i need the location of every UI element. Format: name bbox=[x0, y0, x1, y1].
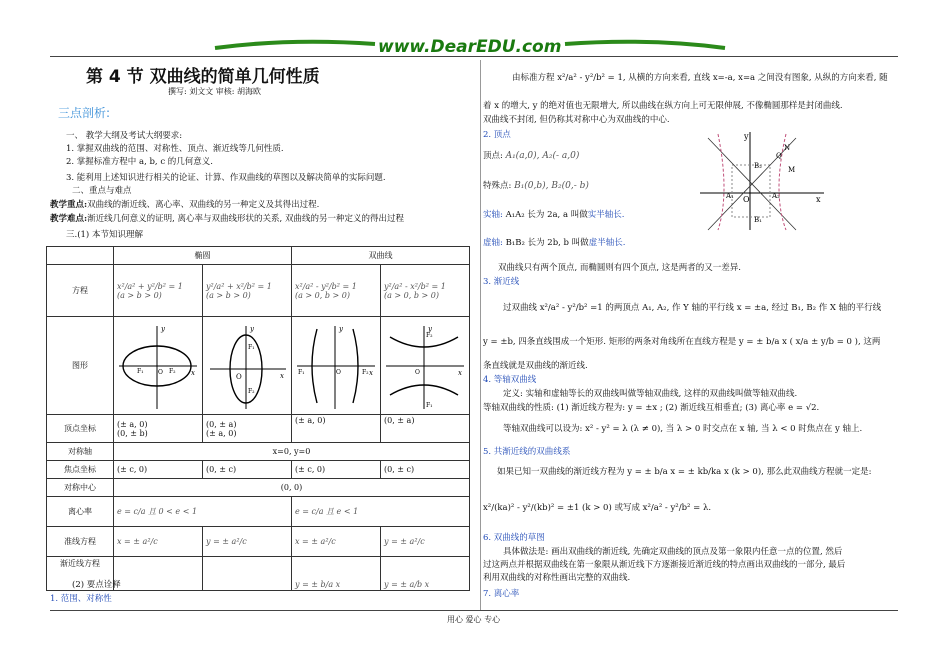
left-line-8: 三.(1) 本节知识理解 bbox=[66, 230, 143, 240]
center-value: (0, 0) bbox=[114, 479, 470, 497]
fig-q: Q bbox=[776, 152, 782, 160]
fig-y: y bbox=[744, 132, 749, 141]
right-p2: 着 x 的增大, y 的绝对值也无限增大, 所以曲线在纵方向上可无限伸展, 不像椭圆那样是封闭曲线. bbox=[483, 101, 843, 111]
svg-text:y: y bbox=[428, 324, 432, 333]
fig-m: M bbox=[788, 166, 796, 174]
vertex-value: A₁(a,0), A₂(- a,0) bbox=[505, 151, 580, 161]
right-p13: 具体做法是: 画出双曲线的渐近线, 先确定双曲线的顶点及第一象限内任意一点的位置, 然后 bbox=[503, 547, 843, 557]
eq-text: x²/a² + y²/b² = 1 bbox=[117, 281, 183, 291]
row-label-focus: 焦点坐标 bbox=[47, 461, 114, 479]
svg-text:y: y bbox=[161, 324, 165, 333]
eq-text: y²/a² - x²/b² = 1 bbox=[384, 281, 446, 291]
imag-axis-label: 虚轴: bbox=[483, 238, 503, 248]
svg-text:F₂: F₂ bbox=[248, 387, 255, 395]
vertex-hyper-x: (± a, 0) bbox=[292, 415, 381, 443]
vertex-row bbox=[483, 150, 579, 162]
footer-text: 用心 爱心 专心 bbox=[447, 615, 501, 624]
directrix-hyper-x: x = ± a²/c bbox=[292, 527, 381, 557]
vertex-a: (0, ± a) bbox=[206, 419, 237, 429]
table-corner bbox=[47, 247, 114, 265]
focus-ellipse-x: (± c, 0) bbox=[114, 461, 203, 479]
vertex-label: 顶点: bbox=[483, 151, 503, 161]
heading-eccentricity: 7. 离心率 bbox=[483, 589, 520, 599]
left-line-5: 二、重点与难点 bbox=[72, 186, 132, 196]
right-p15: 利用双曲线的对称性画出完整的双曲线. bbox=[483, 573, 631, 583]
equation-ellipse-y bbox=[203, 265, 292, 317]
asym-hyper-x: y = ± b/a x bbox=[292, 557, 381, 591]
fig-b2: B₂ bbox=[754, 162, 762, 170]
right-p9: 等轴双曲线的性质: (1) 渐近线方程为: y = ±x ; (2) 渐近线互相垂直; (3) 离心率 e = √2. bbox=[483, 403, 820, 413]
right-p6: y = ±b, 四条直线围成一个矩形. 矩形的两条对角线所在直线方程是 y = ± b/a x ( x/a ± y/b = 0 ), 这两 bbox=[483, 337, 881, 347]
left-line-1: 一、 教学大纲及考试大纲要求: bbox=[66, 131, 183, 141]
fig-x: x bbox=[816, 195, 821, 204]
right-p1: 由标准方程 x²/a² - y²/b² = 1, 从横的方向来看, 直线 x=-a, x=a 之间没有图象, 从纵的方向来看, 随 bbox=[512, 73, 888, 83]
right-p12: x²/(ka)² - y²/(kb)² = ±1 (k > 0) 或写成 x²/a² - y²/b² = λ. bbox=[483, 503, 712, 513]
fig-n: N bbox=[784, 144, 791, 152]
svg-text:F₁: F₁ bbox=[298, 368, 305, 376]
svg-text:x: x bbox=[280, 371, 284, 380]
equation-ellipse-x bbox=[114, 265, 203, 317]
vertex-b: (± a, 0) bbox=[206, 428, 237, 438]
eq-cond: (a > b > 0) bbox=[117, 290, 162, 300]
byline: 撰写: 刘文文 审核: 胡海欧 bbox=[168, 87, 262, 96]
real-axis-text: A₁A₂ 长为 2a, a 叫做 bbox=[505, 210, 588, 220]
eq-text: x²/a² - y²/b² = 1 bbox=[295, 281, 357, 291]
real-axis-term: 实半轴长. bbox=[587, 210, 625, 220]
figure-hyper-x bbox=[292, 317, 381, 415]
label-key-point: 教学重点: bbox=[50, 200, 88, 210]
focus-hyper-x: (± c, 0) bbox=[292, 461, 381, 479]
right-p4: 双曲线只有两个顶点, 而椭圆则有四个顶点, 这是两者的又一差异. bbox=[498, 263, 742, 273]
heading-asymptote-family: 5. 共渐近线的双曲线系 bbox=[483, 447, 571, 457]
ecc-hyperbola: e = c/a 且 e < 1 bbox=[292, 497, 470, 527]
vertex-ellipse-y bbox=[203, 415, 292, 443]
column-divider bbox=[480, 60, 481, 610]
directrix-hyper-y: y = ± a²/c bbox=[381, 527, 470, 557]
heading-equilateral: 4. 等轴双曲线 bbox=[483, 375, 537, 385]
fig-o: O bbox=[743, 195, 750, 204]
page-title: 第 4 节 双曲线的简单几何性质 bbox=[86, 67, 320, 87]
label-difficulty: 教学难点: bbox=[50, 214, 88, 224]
right-p5: 过双曲线 x²/a² - y²/b² =1 的两顶点 A₁, A₂, 作 Y 轴的平行线 x = ±a, 经过 B₁, B₂ 作 X 轴的平行线 bbox=[503, 303, 882, 313]
heading-vertex: 2. 顶点 bbox=[483, 130, 511, 140]
row-label-figure: 图形 bbox=[47, 317, 114, 415]
row-label-center: 对称中心 bbox=[47, 479, 114, 497]
asym-hyper-y: y = ± a/b x bbox=[381, 557, 470, 591]
svg-text:F₁: F₁ bbox=[426, 401, 433, 409]
heading-asymptote: 3. 渐近线 bbox=[483, 277, 520, 287]
svg-text:F₁: F₁ bbox=[137, 367, 144, 375]
brand-logo: www.DearEDU.com bbox=[378, 37, 562, 57]
real-axis-label: 实轴: bbox=[483, 210, 503, 220]
vertex-b: (0, ± b) bbox=[117, 428, 148, 438]
imag-axis-row bbox=[483, 237, 625, 249]
left-line-9: (2) 要点诠释 bbox=[72, 580, 121, 590]
eq-cond: (a > b > 0) bbox=[206, 290, 251, 300]
fig-b1: B₁ bbox=[754, 216, 762, 224]
svg-text:F₂: F₂ bbox=[169, 367, 176, 375]
imag-axis-term: 虚半轴长. bbox=[588, 238, 626, 248]
left-line-7 bbox=[50, 213, 404, 225]
svg-text:y: y bbox=[339, 324, 343, 333]
row-label-axis: 对称轴 bbox=[47, 443, 114, 461]
hyperbola-diagram bbox=[700, 130, 828, 232]
asym-empty-2 bbox=[203, 557, 292, 591]
special-row bbox=[483, 180, 589, 192]
comparison-table bbox=[46, 246, 470, 591]
right-p10: 等轴双曲线可以设为: x² - y² = λ (λ ≠ 0), 当 λ > 0 时交点在 x 轴, 当 λ < 0 时焦点在 y 轴上. bbox=[503, 424, 863, 434]
asym-empty-1 bbox=[114, 557, 203, 591]
ellipse-horizontal-graph bbox=[117, 321, 199, 411]
header-rule bbox=[50, 56, 898, 57]
left-line-6 bbox=[50, 199, 319, 211]
header-ellipse: 椭圆 bbox=[114, 247, 292, 265]
vertex-a: (± a, 0) bbox=[117, 419, 148, 429]
section-heading: 三点剖析: bbox=[58, 106, 111, 120]
special-value: B₁(0,b), B₂(0,- b) bbox=[514, 181, 589, 191]
row-label-asymptote: 渐近线方程 bbox=[47, 557, 114, 591]
equation-hyper-y bbox=[381, 265, 470, 317]
right-p3: 双曲线不封闭, 但仍称其对称中心为双曲线的中心. bbox=[483, 115, 670, 125]
svg-text:O: O bbox=[236, 372, 242, 381]
fig-a2: A₂ bbox=[772, 192, 780, 200]
svg-text:x: x bbox=[458, 368, 462, 377]
text-key-point: 双曲线的渐近线、离心率、双曲线的另一种定义及其得出过程. bbox=[87, 200, 320, 210]
row-label-eccentricity: 离心率 bbox=[47, 497, 114, 527]
figure-ellipse-y bbox=[203, 317, 292, 415]
row-label-directrix: 准线方程 bbox=[47, 527, 114, 557]
focus-ellipse-y: (0, ± c) bbox=[203, 461, 292, 479]
svg-text:O: O bbox=[336, 368, 341, 376]
svg-text:O: O bbox=[158, 368, 163, 376]
footer-rule bbox=[50, 610, 898, 611]
right-p7: 条直线就是双曲线的渐近线. bbox=[483, 361, 588, 371]
vertex-ellipse-x bbox=[114, 415, 203, 443]
vertex-hyper-y: (0, ± a) bbox=[381, 415, 470, 443]
row-label-vertex: 顶点坐标 bbox=[47, 415, 114, 443]
directrix-ellipse-y: y = ± a²/c bbox=[203, 527, 292, 557]
heading-sketch: 6. 双曲线的草图 bbox=[483, 533, 545, 543]
right-p8: 定义: 实轴和虚轴等长的双曲线叫做等轴双曲线, 这样的双曲线叫做等轴双曲线. bbox=[503, 389, 798, 399]
fig-a1: A₁ bbox=[726, 192, 734, 200]
svg-text:x: x bbox=[369, 368, 373, 377]
imag-axis-text: B₁B₂ 长为 2b, b 叫做 bbox=[505, 238, 589, 248]
special-label: 特殊点: bbox=[483, 181, 512, 191]
hyperbola-vertical-graph bbox=[384, 321, 466, 411]
figure-ellipse-x bbox=[114, 317, 203, 415]
eq-cond: (a > 0, b > 0) bbox=[384, 290, 439, 300]
equation-hyper-x bbox=[292, 265, 381, 317]
header-hyperbola: 双曲线 bbox=[292, 247, 470, 265]
left-line-3: 2. 掌握标准方程中 a, b, c 的几何意义. bbox=[66, 157, 213, 167]
row-label-equation: 方程 bbox=[47, 265, 114, 317]
svg-text:y: y bbox=[250, 324, 254, 333]
svg-text:x: x bbox=[191, 368, 195, 377]
left-line-10: 1. 范围、对称性 bbox=[50, 594, 112, 604]
directrix-ellipse-x: x = ± a²/c bbox=[114, 527, 203, 557]
figure-hyper-y bbox=[381, 317, 470, 415]
right-p14: 过这两点并根据双曲线在第一象限从渐近线下方逐渐接近渐近线的特点画出双曲线的一部分, 最后 bbox=[483, 560, 846, 570]
real-axis-row bbox=[483, 209, 624, 221]
left-line-2: 1. 掌握双曲线的范围、对称性、顶点、渐近线等几何性质. bbox=[66, 144, 284, 154]
hyperbola-horizontal-graph bbox=[295, 321, 377, 411]
eq-text: y²/a² + x²/b² = 1 bbox=[206, 281, 272, 291]
axis-value: x=0, y=0 bbox=[114, 443, 470, 461]
ecc-ellipse: e = c/a 且 0 < e < 1 bbox=[114, 497, 292, 527]
left-line-4: 3. 能利用上述知识进行相关的论证、计算、作双曲线的草图以及解决简单的实际问题. bbox=[66, 173, 386, 183]
svg-text:F₁: F₁ bbox=[248, 343, 255, 351]
right-p11: 如果已知一双曲线的渐近线方程为 y = ± b/a x = ± kb/ka x (k > 0), 那么此双曲线方程就一定是: bbox=[497, 467, 872, 477]
svg-text:F₂: F₂ bbox=[362, 368, 369, 376]
focus-hyper-y: (0, ± c) bbox=[381, 461, 470, 479]
svg-text:O: O bbox=[415, 368, 420, 376]
eq-cond: (a > 0, b > 0) bbox=[295, 290, 350, 300]
svg-text:F₂: F₂ bbox=[426, 331, 433, 339]
ellipse-vertical-graph bbox=[206, 321, 288, 411]
text-difficulty: 渐近线几何意义的证明, 离心率与双曲线形状的关系, 双曲线的另一种定义的得出过程 bbox=[87, 214, 404, 224]
